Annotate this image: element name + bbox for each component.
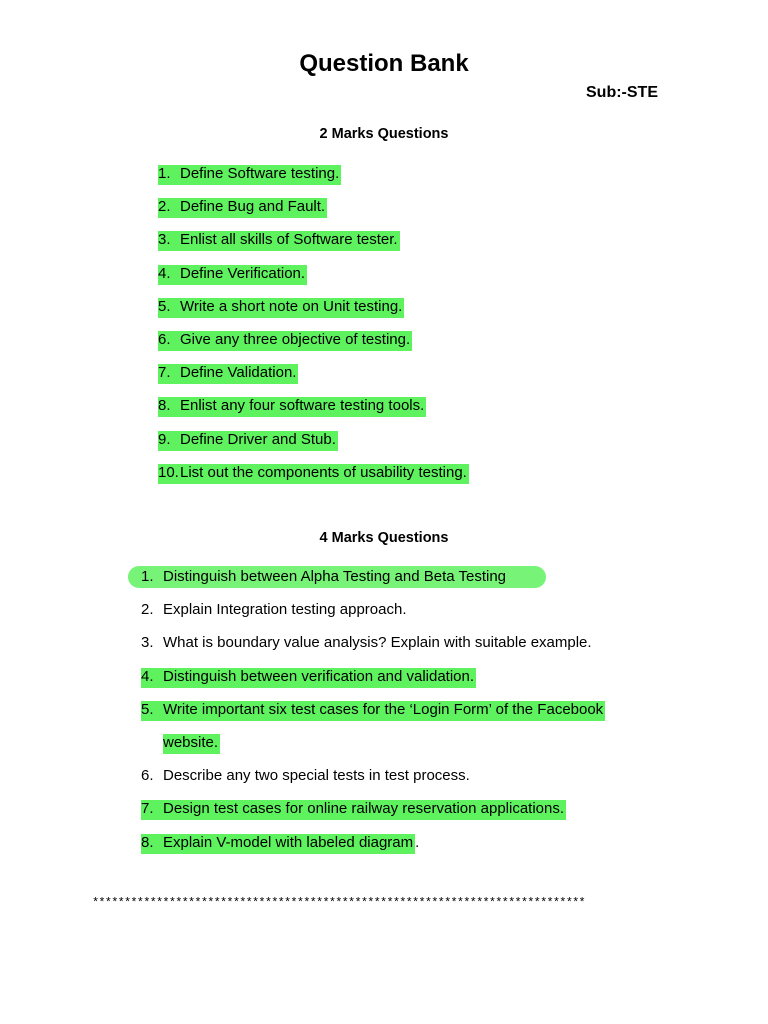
question-item: 3. Enlist all skills of Software tester.	[158, 231, 469, 264]
footer-separator: *****************************************************************************	[92, 896, 585, 910]
question-item: 5. Write important six test cases for the ‘Login Form’ of the Facebook	[141, 701, 605, 734]
question-item: 2. Explain Integration testing approach.	[141, 601, 407, 619]
subject-label: Sub:-STE	[586, 84, 658, 101]
question-item-continuation: website.	[141, 734, 605, 767]
question-item: 9. Define Driver and Stub.	[158, 431, 469, 464]
question-item: 1. Define Software testing.	[158, 165, 469, 198]
question-item: 10.List out the components of usability testing.	[158, 464, 469, 497]
two-marks-question-list	[158, 165, 469, 497]
question-item: 6. Describe any two special tests in test process.	[141, 767, 470, 785]
question-item: 8. Enlist any four software testing tools.	[158, 397, 469, 430]
question-item: 4. Distinguish between verification and validation.	[141, 668, 605, 701]
question-item: 6. Give any three objective of testing.	[158, 331, 469, 364]
question-item: 2. Define Bug and Fault.	[158, 198, 469, 231]
page-title: Question Bank	[299, 50, 469, 77]
four-marks-question-list	[141, 568, 605, 867]
question-item: 1. Distinguish between Alpha Testing and Beta Testing	[141, 568, 507, 585]
four-marks-heading: 4 Marks Questions	[319, 530, 449, 546]
question-item: 7. Define Validation.	[158, 364, 469, 397]
two-marks-heading: 2 Marks Questions	[319, 126, 449, 142]
question-item: 4. Define Verification.	[158, 265, 469, 298]
question-item: 7. Design test cases for online railway reservation applications.	[141, 800, 605, 833]
question-item: 5. Write a short note on Unit testing.	[158, 298, 469, 331]
question-item: 3. What is boundary value analysis? Explain with suitable example.	[141, 634, 592, 652]
question-item: 8. Explain V-model with labeled diagram .	[141, 834, 605, 867]
